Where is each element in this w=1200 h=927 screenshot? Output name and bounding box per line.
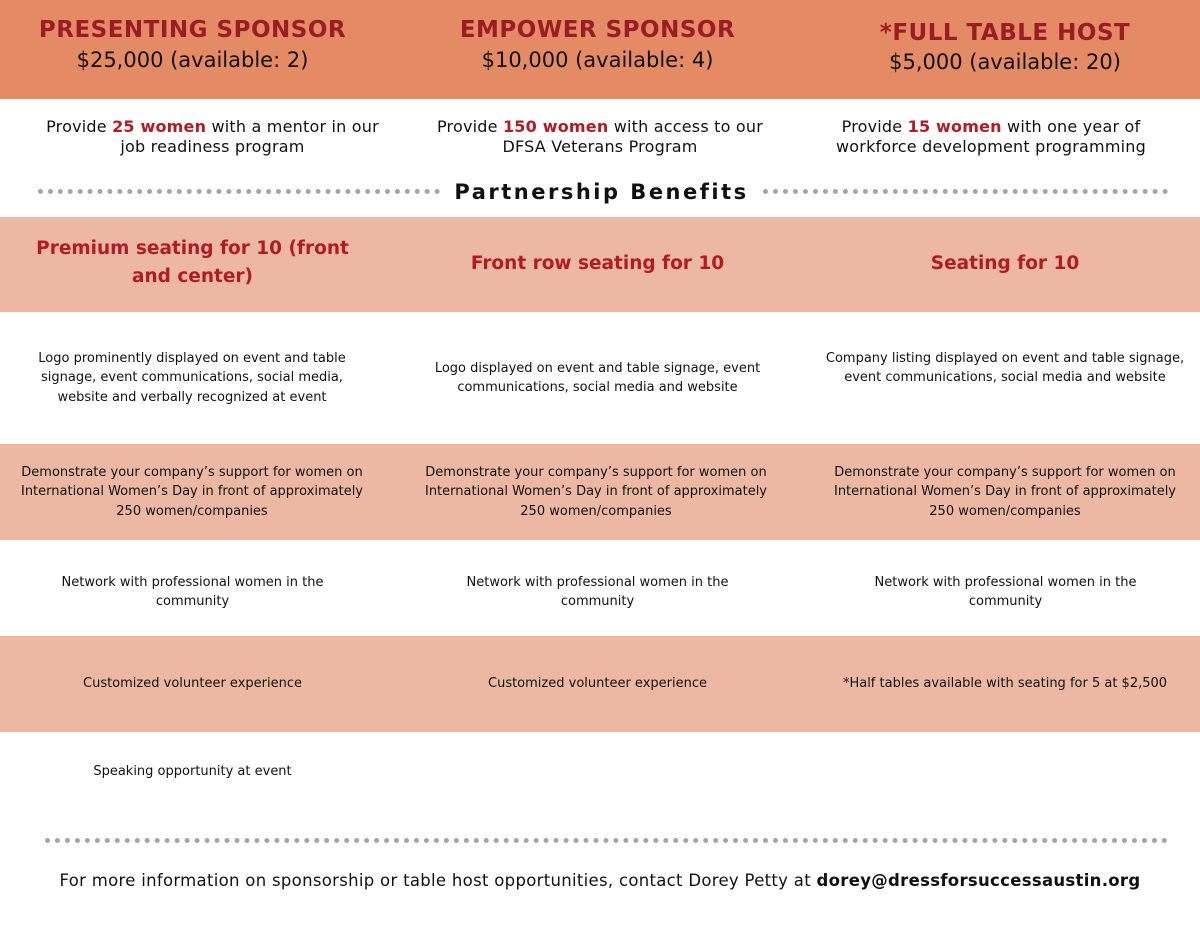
benefit-text: Logo displayed on event and table signage, event communications, social media and website (434, 361, 761, 396)
benefit-text: Demonstrate your company’s support for women on International Women’s Day in front of approximately 250 women/companies (20, 465, 363, 519)
contact-email-link[interactable]: dorey@dressforsuccessaustin.org (816, 871, 1141, 890)
tier-price: $5,000 (available: 20) (889, 50, 1121, 74)
footer-text: For more information on sponsorship or table host opportunities, contact Dorey Petty at (59, 871, 817, 890)
benefit-text: Network with professional women in the community (874, 575, 1137, 610)
tier-name: PRESENTING SPONSOR (38, 17, 347, 43)
impact-text: Provide 150 women with access to our DFSA Veterans Program (436, 117, 764, 156)
tier-price: $25,000 (available: 2) (76, 48, 309, 72)
tier-name: EMPOWER SPONSOR (459, 17, 736, 43)
benefit-text: Speaking opportunity at event (93, 764, 292, 779)
seating-text: Front row seating for 10 (470, 253, 725, 274)
benefit-text: Demonstrate your company’s support for women on International Women’s Day in front of approximately 250 women/companies (833, 465, 1176, 519)
impact-text: Provide 15 women with one year of workforce development programming (836, 117, 1146, 156)
seating-text: Premium seating for 10 (front and center) (36, 238, 349, 287)
benefit-text: Network with professional women in the community (61, 575, 324, 610)
benefit-text: Customized volunteer experience (83, 676, 302, 691)
seating-text: Seating for 10 (930, 253, 1080, 274)
impact-highlight: 25 women (112, 117, 207, 136)
tier-header-band (0, 0, 1200, 99)
benefit-text: *Half tables available with seating for 5 at $2,500 (842, 676, 1168, 691)
impact-row (0, 99, 1200, 178)
benefit-text: Demonstrate your company’s support for women on International Women’s Day in front of approximately 250 women/companies (424, 465, 767, 519)
dotted-divider-left (38, 189, 440, 194)
section-title: Partnership Benefits (454, 180, 749, 204)
benefit-row-speaking (0, 732, 1200, 812)
section-divider (0, 178, 1200, 208)
dotted-divider-right (763, 189, 1168, 194)
tier-name: *FULL TABLE HOST (879, 20, 1131, 46)
benefit-text: Customized volunteer experience (488, 676, 707, 691)
benefit-text: Logo prominently displayed on event and table signage, event communications, social media, website and verbally recognized at event (38, 351, 346, 405)
seating-row (0, 217, 1200, 312)
benefit-text: Company listing displayed on event and table signage, event communications, social media and website (825, 351, 1185, 386)
benefit-row-demonstrate (0, 444, 1200, 540)
benefit-row-volunteer (0, 636, 1200, 732)
benefit-row-logo (0, 313, 1200, 444)
impact-highlight: 150 women (502, 117, 609, 136)
footer-contact (0, 871, 1200, 890)
footer-dotted-divider (45, 838, 1168, 843)
impact-highlight: 15 women (907, 117, 1002, 136)
benefit-row-network (0, 540, 1200, 636)
benefit-text: Network with professional women in the community (466, 575, 729, 610)
impact-text: Provide 25 women with a mentor in our job readiness program (46, 117, 379, 156)
tier-price: $10,000 (available: 4) (481, 48, 714, 72)
